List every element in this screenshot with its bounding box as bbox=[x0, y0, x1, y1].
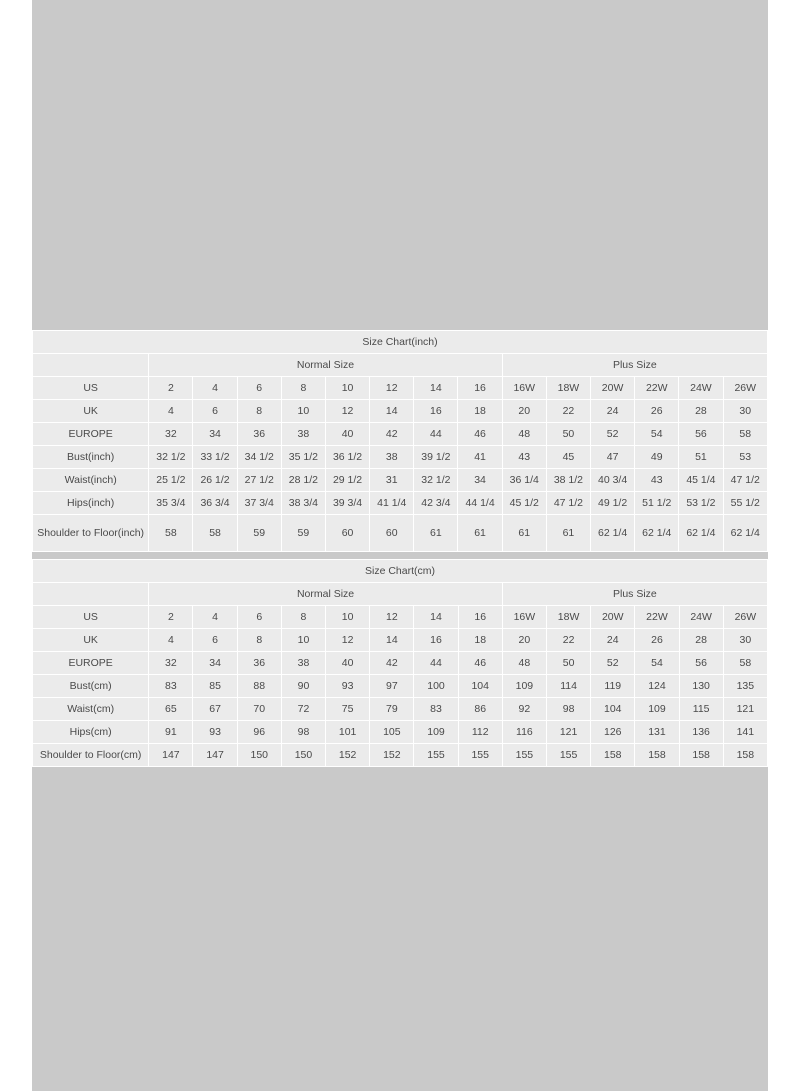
table-cell: 54 bbox=[635, 423, 679, 446]
group-header: Normal Size bbox=[149, 583, 503, 606]
table-cell: 41 1/4 bbox=[370, 492, 414, 515]
table-cell: 2 bbox=[149, 377, 193, 400]
table-cell: 12 bbox=[370, 606, 414, 629]
table-cell: 4 bbox=[149, 400, 193, 423]
table-cell: 59 bbox=[281, 515, 325, 552]
table-cell: 150 bbox=[281, 744, 325, 767]
table-cell: 93 bbox=[326, 675, 370, 698]
table-cell: 88 bbox=[237, 675, 281, 698]
table-cell: 91 bbox=[149, 721, 193, 744]
table-cell: 61 bbox=[414, 515, 458, 552]
row-header: EUROPE bbox=[33, 652, 149, 675]
table-cell: 40 bbox=[325, 423, 369, 446]
table-cell: 28 1/2 bbox=[281, 469, 325, 492]
table-cell: 18W bbox=[546, 377, 590, 400]
table-cell: 36 bbox=[237, 423, 281, 446]
table-cell: 38 bbox=[281, 652, 325, 675]
row-header: Waist(cm) bbox=[33, 698, 149, 721]
table-cell: 52 bbox=[591, 652, 635, 675]
table-cell: 12 bbox=[370, 377, 414, 400]
table-cell: 155 bbox=[458, 744, 502, 767]
table-cell: 22 bbox=[546, 629, 590, 652]
table-cell: 38 1/2 bbox=[546, 469, 590, 492]
row-header: Shoulder to Floor(inch) bbox=[33, 515, 149, 552]
table-cell: 52 bbox=[591, 423, 635, 446]
table-cell: 96 bbox=[237, 721, 281, 744]
table-cell: 104 bbox=[591, 698, 635, 721]
table-cell: 97 bbox=[370, 675, 414, 698]
size-chart-table bbox=[32, 559, 768, 767]
table-cell: 62 1/4 bbox=[635, 515, 679, 552]
chart-title: Size Chart(cm) bbox=[33, 560, 768, 583]
table-cell: 47 bbox=[591, 446, 635, 469]
table-row bbox=[33, 721, 768, 744]
table-cell: 8 bbox=[281, 606, 325, 629]
table-cell: 30 bbox=[723, 629, 767, 652]
table-cell: 93 bbox=[193, 721, 237, 744]
table-cell: 48 bbox=[502, 423, 546, 446]
row-header: US bbox=[33, 377, 149, 400]
table-row bbox=[33, 492, 768, 515]
table-cell: 131 bbox=[635, 721, 679, 744]
table-row bbox=[33, 515, 768, 552]
table-cell: 92 bbox=[502, 698, 546, 721]
table-cell: 55 1/2 bbox=[723, 492, 767, 515]
row-header: Shoulder to Floor(cm) bbox=[33, 744, 149, 767]
table-row bbox=[33, 698, 768, 721]
table-cell: 83 bbox=[414, 698, 458, 721]
table-corner bbox=[33, 354, 149, 377]
table-cell: 4 bbox=[193, 606, 237, 629]
table-cell: 20W bbox=[591, 606, 635, 629]
table-row bbox=[33, 652, 768, 675]
table-cell: 36 bbox=[237, 652, 281, 675]
table-cell: 59 bbox=[237, 515, 281, 552]
table-cell: 105 bbox=[370, 721, 414, 744]
table-cell: 44 bbox=[414, 423, 458, 446]
table-cell: 109 bbox=[414, 721, 458, 744]
table-cell: 121 bbox=[546, 721, 590, 744]
table-cell: 50 bbox=[546, 423, 590, 446]
table-cell: 8 bbox=[237, 400, 281, 423]
table-cell: 86 bbox=[458, 698, 502, 721]
table-row bbox=[33, 423, 768, 446]
table-cell: 32 1/2 bbox=[414, 469, 458, 492]
chart-title: Size Chart(inch) bbox=[33, 331, 768, 354]
table-cell: 61 bbox=[546, 515, 590, 552]
table-cell: 34 bbox=[193, 423, 237, 446]
table-cell: 6 bbox=[193, 400, 237, 423]
table-cell: 36 1/4 bbox=[502, 469, 546, 492]
table-cell: 26 bbox=[635, 629, 679, 652]
table-cell: 16 bbox=[458, 606, 502, 629]
table-cell: 141 bbox=[723, 721, 767, 744]
table-cell: 33 1/2 bbox=[193, 446, 237, 469]
table-cell: 112 bbox=[458, 721, 502, 744]
row-header: Bust(cm) bbox=[33, 675, 149, 698]
table-cell: 31 bbox=[370, 469, 414, 492]
row-header: Hips(inch) bbox=[33, 492, 149, 515]
table-cell: 27 1/2 bbox=[237, 469, 281, 492]
row-header: US bbox=[33, 606, 149, 629]
table-cell: 158 bbox=[723, 744, 767, 767]
table-cell: 41 bbox=[458, 446, 502, 469]
table-cell: 4 bbox=[149, 629, 193, 652]
table-cell: 35 1/2 bbox=[281, 446, 325, 469]
table-cell: 26 1/2 bbox=[193, 469, 237, 492]
table-cell: 101 bbox=[326, 721, 370, 744]
table-cell: 60 bbox=[370, 515, 414, 552]
table-cell: 37 3/4 bbox=[237, 492, 281, 515]
table-cell: 38 3/4 bbox=[281, 492, 325, 515]
size-chart-inch bbox=[32, 330, 768, 552]
table-cell: 116 bbox=[502, 721, 546, 744]
table-cell: 136 bbox=[679, 721, 723, 744]
table-cell: 45 1/4 bbox=[679, 469, 723, 492]
table-cell: 47 1/2 bbox=[546, 492, 590, 515]
table-cell: 18W bbox=[546, 606, 590, 629]
table-cell: 28 bbox=[679, 400, 723, 423]
table-cell: 16W bbox=[502, 606, 546, 629]
table-cell: 72 bbox=[281, 698, 325, 721]
table-cell: 45 1/2 bbox=[502, 492, 546, 515]
table-cell: 50 bbox=[546, 652, 590, 675]
table-cell: 6 bbox=[193, 629, 237, 652]
table-cell: 16 bbox=[458, 377, 502, 400]
table-cell: 32 bbox=[149, 423, 193, 446]
table-row bbox=[33, 446, 768, 469]
row-header: Hips(cm) bbox=[33, 721, 149, 744]
table-cell: 4 bbox=[193, 377, 237, 400]
table-cell: 58 bbox=[723, 652, 767, 675]
table-cell: 150 bbox=[237, 744, 281, 767]
row-header: Waist(inch) bbox=[33, 469, 149, 492]
table-cell: 34 bbox=[458, 469, 502, 492]
table-row bbox=[33, 675, 768, 698]
table-cell: 147 bbox=[149, 744, 193, 767]
table-cell: 98 bbox=[546, 698, 590, 721]
table-cell: 26W bbox=[723, 606, 767, 629]
table-cell: 20W bbox=[591, 377, 635, 400]
table-cell: 48 bbox=[502, 652, 546, 675]
table-cell: 6 bbox=[237, 377, 281, 400]
table-cell: 158 bbox=[679, 744, 723, 767]
table-cell: 42 bbox=[370, 652, 414, 675]
table-cell: 90 bbox=[281, 675, 325, 698]
group-header: Normal Size bbox=[149, 354, 502, 377]
table-cell: 75 bbox=[326, 698, 370, 721]
table-cell: 79 bbox=[370, 698, 414, 721]
table-row bbox=[33, 606, 768, 629]
table-cell: 126 bbox=[591, 721, 635, 744]
size-chart-table bbox=[32, 330, 768, 552]
table-cell: 158 bbox=[591, 744, 635, 767]
table-cell: 83 bbox=[149, 675, 193, 698]
table-cell: 60 bbox=[325, 515, 369, 552]
table-cell: 67 bbox=[193, 698, 237, 721]
table-cell: 20 bbox=[502, 629, 546, 652]
row-header: UK bbox=[33, 629, 149, 652]
table-cell: 34 bbox=[193, 652, 237, 675]
table-cell: 53 1/2 bbox=[679, 492, 723, 515]
table-cell: 62 1/4 bbox=[723, 515, 767, 552]
table-cell: 12 bbox=[325, 400, 369, 423]
table-cell: 104 bbox=[458, 675, 502, 698]
table-cell: 115 bbox=[679, 698, 723, 721]
group-header: Plus Size bbox=[502, 354, 767, 377]
table-cell: 58 bbox=[149, 515, 193, 552]
table-cell: 24W bbox=[679, 606, 723, 629]
table-cell: 32 bbox=[149, 652, 193, 675]
table-cell: 42 bbox=[370, 423, 414, 446]
table-cell: 61 bbox=[458, 515, 502, 552]
table-cell: 8 bbox=[237, 629, 281, 652]
table-cell: 29 1/2 bbox=[325, 469, 369, 492]
table-cell: 34 1/2 bbox=[237, 446, 281, 469]
table-cell: 42 3/4 bbox=[414, 492, 458, 515]
table-cell: 43 bbox=[635, 469, 679, 492]
table-cell: 155 bbox=[502, 744, 546, 767]
table-cell: 24 bbox=[591, 629, 635, 652]
table-cell: 54 bbox=[635, 652, 679, 675]
table-cell: 109 bbox=[635, 698, 679, 721]
table-cell: 22W bbox=[635, 377, 679, 400]
table-cell: 70 bbox=[237, 698, 281, 721]
table-row bbox=[33, 744, 768, 767]
table-cell: 47 1/2 bbox=[723, 469, 767, 492]
table-cell: 39 1/2 bbox=[414, 446, 458, 469]
table-cell: 51 bbox=[679, 446, 723, 469]
table-cell: 56 bbox=[679, 652, 723, 675]
size-chart-cm bbox=[32, 559, 768, 767]
table-cell: 36 3/4 bbox=[193, 492, 237, 515]
table-cell: 130 bbox=[679, 675, 723, 698]
table-cell: 14 bbox=[370, 400, 414, 423]
table-cell: 14 bbox=[414, 377, 458, 400]
row-header: UK bbox=[33, 400, 149, 423]
table-cell: 121 bbox=[723, 698, 767, 721]
table-cell: 49 bbox=[635, 446, 679, 469]
group-header: Plus Size bbox=[502, 583, 767, 606]
table-cell: 51 1/2 bbox=[635, 492, 679, 515]
table-cell: 28 bbox=[679, 629, 723, 652]
table-cell: 25 1/2 bbox=[149, 469, 193, 492]
table-corner bbox=[33, 583, 149, 606]
table-cell: 12 bbox=[326, 629, 370, 652]
row-header: Bust(inch) bbox=[33, 446, 149, 469]
table-cell: 46 bbox=[458, 423, 502, 446]
table-cell: 114 bbox=[546, 675, 590, 698]
table-cell: 16W bbox=[502, 377, 546, 400]
table-row bbox=[33, 400, 768, 423]
table-cell: 10 bbox=[326, 606, 370, 629]
table-cell: 109 bbox=[502, 675, 546, 698]
table-cell: 40 bbox=[326, 652, 370, 675]
table-cell: 61 bbox=[502, 515, 546, 552]
table-cell: 98 bbox=[281, 721, 325, 744]
table-cell: 155 bbox=[414, 744, 458, 767]
table-cell: 62 1/4 bbox=[679, 515, 723, 552]
table-cell: 158 bbox=[635, 744, 679, 767]
table-row bbox=[33, 469, 768, 492]
table-cell: 32 1/2 bbox=[149, 446, 193, 469]
table-cell: 39 3/4 bbox=[325, 492, 369, 515]
table-row bbox=[33, 629, 768, 652]
table-cell: 65 bbox=[149, 698, 193, 721]
table-cell: 16 bbox=[414, 629, 458, 652]
table-cell: 35 3/4 bbox=[149, 492, 193, 515]
table-cell: 124 bbox=[635, 675, 679, 698]
table-cell: 135 bbox=[723, 675, 767, 698]
table-cell: 22W bbox=[635, 606, 679, 629]
table-cell: 2 bbox=[149, 606, 193, 629]
table-cell: 26 bbox=[635, 400, 679, 423]
table-cell: 6 bbox=[237, 606, 281, 629]
table-cell: 119 bbox=[591, 675, 635, 698]
table-cell: 40 3/4 bbox=[591, 469, 635, 492]
table-cell: 14 bbox=[414, 606, 458, 629]
table-cell: 18 bbox=[458, 629, 502, 652]
table-cell: 147 bbox=[193, 744, 237, 767]
table-cell: 22 bbox=[546, 400, 590, 423]
table-cell: 100 bbox=[414, 675, 458, 698]
table-cell: 46 bbox=[458, 652, 502, 675]
table-cell: 62 1/4 bbox=[591, 515, 635, 552]
table-row bbox=[33, 377, 768, 400]
table-cell: 152 bbox=[370, 744, 414, 767]
table-cell: 155 bbox=[546, 744, 590, 767]
table-cell: 56 bbox=[679, 423, 723, 446]
table-cell: 85 bbox=[193, 675, 237, 698]
table-cell: 36 1/2 bbox=[325, 446, 369, 469]
table-cell: 38 bbox=[370, 446, 414, 469]
table-cell: 10 bbox=[281, 400, 325, 423]
table-cell: 44 bbox=[414, 652, 458, 675]
table-cell: 14 bbox=[370, 629, 414, 652]
table-cell: 49 1/2 bbox=[591, 492, 635, 515]
table-cell: 18 bbox=[458, 400, 502, 423]
table-cell: 16 bbox=[414, 400, 458, 423]
row-header: EUROPE bbox=[33, 423, 149, 446]
table-cell: 24 bbox=[591, 400, 635, 423]
table-cell: 24W bbox=[679, 377, 723, 400]
table-cell: 10 bbox=[281, 629, 325, 652]
table-cell: 30 bbox=[723, 400, 767, 423]
table-cell: 152 bbox=[326, 744, 370, 767]
table-cell: 45 bbox=[546, 446, 590, 469]
table-cell: 8 bbox=[281, 377, 325, 400]
table-cell: 58 bbox=[723, 423, 767, 446]
table-cell: 20 bbox=[502, 400, 546, 423]
table-cell: 26W bbox=[723, 377, 767, 400]
table-cell: 58 bbox=[193, 515, 237, 552]
table-cell: 44 1/4 bbox=[458, 492, 502, 515]
table-cell: 38 bbox=[281, 423, 325, 446]
table-cell: 53 bbox=[723, 446, 767, 469]
table-cell: 10 bbox=[325, 377, 369, 400]
table-cell: 43 bbox=[502, 446, 546, 469]
